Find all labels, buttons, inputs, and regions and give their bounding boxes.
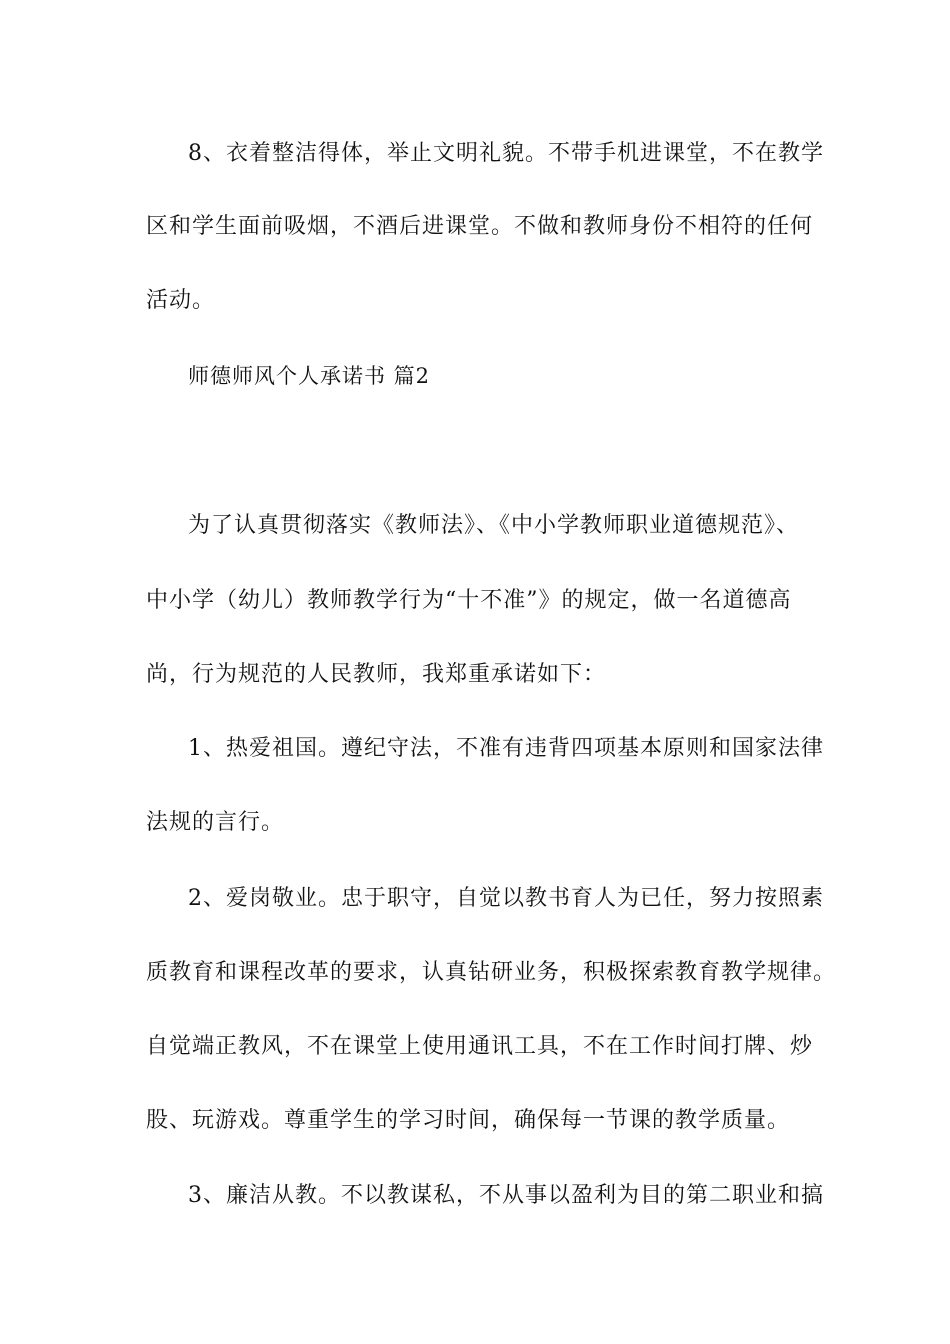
item-2-line-3: 自觉端正教风，不在课堂上使用通讯工具，不在工作时间打牌、炒 xyxy=(146,1034,814,1059)
section-heading: 师德师风个人承诺书 篇2 xyxy=(188,364,431,388)
item-1-line-1: 1、热爱祖国。遵纪守法，不准有违背四项基本原则和国家法律 xyxy=(188,736,824,761)
item-2-line-2: 质教育和课程改革的要求，认真钻研业务，积极探索教育教学规律。 xyxy=(146,960,837,985)
item-3-line-1: 3、廉洁从教。不以教谋私，不从事以盈利为目的第二职业和搞 xyxy=(188,1183,824,1208)
paragraph-8-line-1: 8、衣着整洁得体，举止文明礼貌。不带手机进课堂，不在教学 xyxy=(188,141,824,166)
paragraph-8-line-2: 区和学生面前吸烟，不酒后进课堂。不做和教师身份不相符的任何 xyxy=(146,214,814,239)
item-2-line-1: 2、爱岗敬业。忠于职守，自觉以教书育人为已任，努力按照素 xyxy=(188,886,824,911)
item-2-line-4: 股、玩游戏。尊重学生的学习时间，确保每一节课的教学质量。 xyxy=(146,1108,791,1133)
intro-line-1: 为了认真贯彻落实《教师法》、《中小学教师职业道德规范》、 xyxy=(188,513,800,538)
intro-line-2: 中小学（幼儿）教师教学行为“十不准”》的规定，做一名道德高 xyxy=(146,588,792,613)
item-1-line-2: 法规的言行。 xyxy=(146,810,285,835)
paragraph-8-line-3: 活动。 xyxy=(146,288,216,313)
intro-line-3: 尚，行为规范的人民教师，我郑重承诺如下： xyxy=(146,662,607,687)
